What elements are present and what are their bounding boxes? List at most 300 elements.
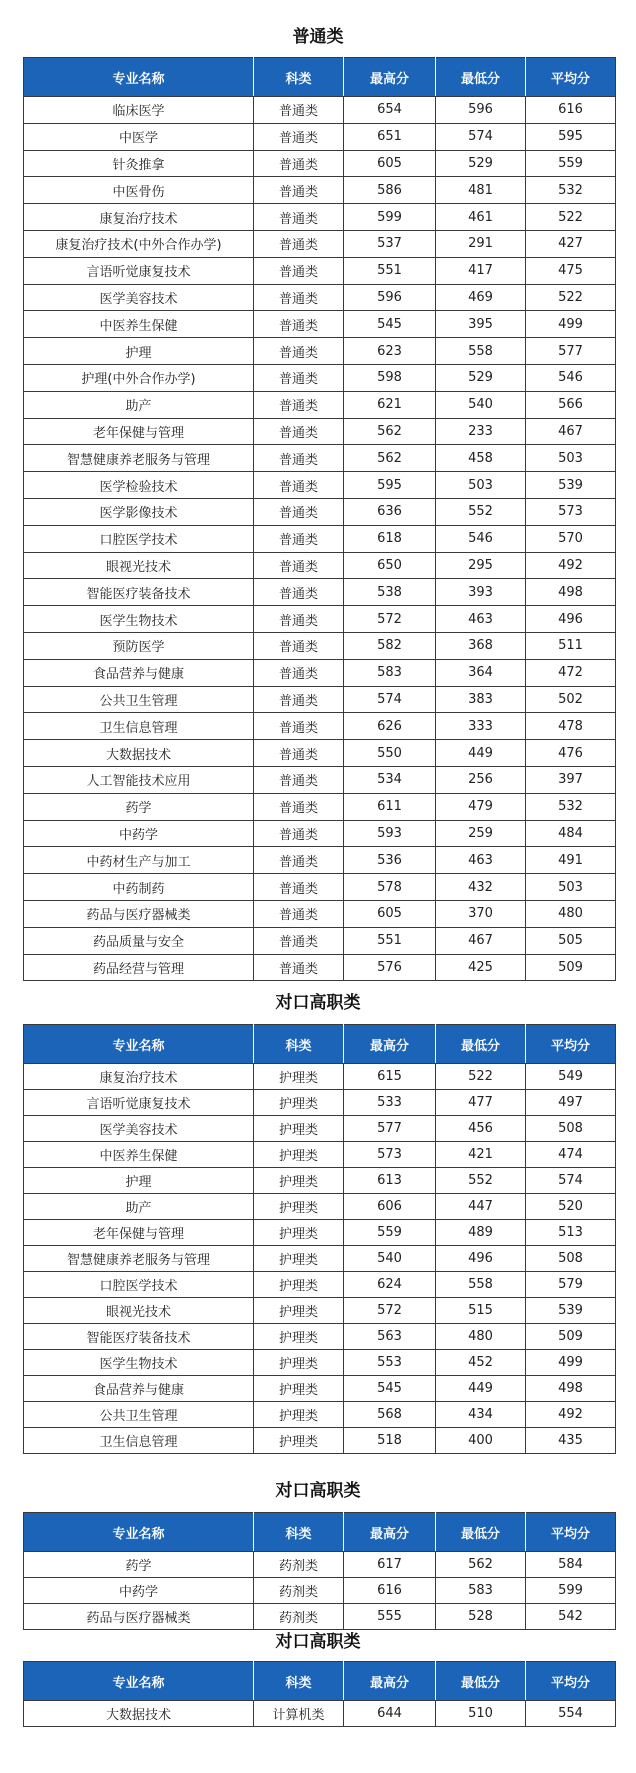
table-row bbox=[24, 311, 616, 338]
min-score-cell: 256 bbox=[436, 766, 526, 793]
avg-score-cell: 508 bbox=[526, 1116, 616, 1142]
min-score-cell: 522 bbox=[436, 1064, 526, 1090]
table-row bbox=[24, 1578, 616, 1604]
max-score-cell: 654 bbox=[344, 97, 436, 124]
min-score-cell: 449 bbox=[436, 1376, 526, 1402]
min-score-cell: 449 bbox=[436, 740, 526, 767]
category-cell: 普通类 bbox=[254, 793, 344, 820]
avg-score-cell: 499 bbox=[526, 1350, 616, 1376]
avg-score-cell: 509 bbox=[526, 954, 616, 981]
category-cell: 普通类 bbox=[254, 874, 344, 901]
avg-score-cell: 577 bbox=[526, 338, 616, 365]
avg-score-cell: 520 bbox=[526, 1194, 616, 1220]
table-row bbox=[24, 498, 616, 525]
avg-score-cell: 476 bbox=[526, 740, 616, 767]
major-name-cell: 智慧健康养老服务与管理 bbox=[24, 445, 254, 472]
header-avg-score: 平均分 bbox=[526, 58, 616, 97]
min-score-cell: 259 bbox=[436, 820, 526, 847]
avg-score-cell: 511 bbox=[526, 632, 616, 659]
min-score-cell: 552 bbox=[436, 1168, 526, 1194]
major-name-cell: 护理 bbox=[24, 1168, 254, 1194]
avg-score-cell: 546 bbox=[526, 364, 616, 391]
category-cell: 普通类 bbox=[254, 97, 344, 124]
min-score-cell: 596 bbox=[436, 97, 526, 124]
major-name-cell: 药品与医疗器械类 bbox=[24, 1604, 254, 1630]
min-score-cell: 558 bbox=[436, 1272, 526, 1298]
avg-score-cell: 475 bbox=[526, 257, 616, 284]
table-row bbox=[24, 1220, 616, 1246]
major-name-cell: 言语听觉康复技术 bbox=[24, 1090, 254, 1116]
avg-score-cell: 522 bbox=[526, 204, 616, 231]
avg-score-cell: 503 bbox=[526, 445, 616, 472]
score-table bbox=[23, 1512, 616, 1630]
max-score-cell: 618 bbox=[344, 525, 436, 552]
min-score-cell: 469 bbox=[436, 284, 526, 311]
min-score-cell: 480 bbox=[436, 1324, 526, 1350]
min-score-cell: 479 bbox=[436, 793, 526, 820]
table-row bbox=[24, 1298, 616, 1324]
max-score-cell: 623 bbox=[344, 338, 436, 365]
avg-score-cell: 503 bbox=[526, 874, 616, 901]
category-cell: 药剂类 bbox=[254, 1578, 344, 1604]
min-score-cell: 558 bbox=[436, 338, 526, 365]
avg-score-cell: 502 bbox=[526, 686, 616, 713]
header-avg-score: 平均分 bbox=[526, 1513, 616, 1552]
category-cell: 普通类 bbox=[254, 740, 344, 767]
min-score-cell: 467 bbox=[436, 927, 526, 954]
table-row bbox=[24, 820, 616, 847]
header-max-score: 最高分 bbox=[344, 58, 436, 97]
min-score-cell: 540 bbox=[436, 391, 526, 418]
min-score-cell: 417 bbox=[436, 257, 526, 284]
max-score-cell: 615 bbox=[344, 1064, 436, 1090]
avg-score-cell: 584 bbox=[526, 1552, 616, 1578]
max-score-cell: 596 bbox=[344, 284, 436, 311]
table-row bbox=[24, 1142, 616, 1168]
avg-score-cell: 397 bbox=[526, 766, 616, 793]
max-score-cell: 537 bbox=[344, 230, 436, 257]
table-row bbox=[24, 177, 616, 204]
category-cell: 护理类 bbox=[254, 1376, 344, 1402]
avg-score-cell: 542 bbox=[526, 1604, 616, 1630]
min-score-cell: 583 bbox=[436, 1578, 526, 1604]
max-score-cell: 598 bbox=[344, 364, 436, 391]
avg-score-cell: 474 bbox=[526, 1142, 616, 1168]
avg-score-cell: 549 bbox=[526, 1064, 616, 1090]
category-cell: 普通类 bbox=[254, 257, 344, 284]
table-row bbox=[24, 97, 616, 124]
header-avg-score: 平均分 bbox=[526, 1662, 616, 1701]
table-row bbox=[24, 338, 616, 365]
avg-score-cell: 472 bbox=[526, 659, 616, 686]
header-max-score: 最高分 bbox=[344, 1513, 436, 1552]
header-major-name: 专业名称 bbox=[24, 1662, 254, 1701]
min-score-cell: 546 bbox=[436, 525, 526, 552]
max-score-cell: 616 bbox=[344, 1578, 436, 1604]
max-score-cell: 553 bbox=[344, 1350, 436, 1376]
max-score-cell: 555 bbox=[344, 1604, 436, 1630]
category-cell: 护理类 bbox=[254, 1142, 344, 1168]
max-score-cell: 576 bbox=[344, 954, 436, 981]
max-score-cell: 573 bbox=[344, 1142, 436, 1168]
major-name-cell: 老年保健与管理 bbox=[24, 418, 254, 445]
max-score-cell: 551 bbox=[344, 257, 436, 284]
category-cell: 护理类 bbox=[254, 1168, 344, 1194]
min-score-cell: 461 bbox=[436, 204, 526, 231]
table-row bbox=[24, 1064, 616, 1090]
category-cell: 普通类 bbox=[254, 498, 344, 525]
category-cell: 普通类 bbox=[254, 900, 344, 927]
table-header-row bbox=[24, 1662, 616, 1701]
avg-score-cell: 570 bbox=[526, 525, 616, 552]
category-cell: 普通类 bbox=[254, 150, 344, 177]
min-score-cell: 481 bbox=[436, 177, 526, 204]
min-score-cell: 400 bbox=[436, 1428, 526, 1454]
min-score-cell: 574 bbox=[436, 123, 526, 150]
category-cell: 护理类 bbox=[254, 1350, 344, 1376]
category-cell: 普通类 bbox=[254, 820, 344, 847]
category-cell: 普通类 bbox=[254, 659, 344, 686]
table-row bbox=[24, 230, 616, 257]
major-name-cell: 医学影像技术 bbox=[24, 498, 254, 525]
max-score-cell: 582 bbox=[344, 632, 436, 659]
table-row bbox=[24, 284, 616, 311]
avg-score-cell: 508 bbox=[526, 1246, 616, 1272]
header-max-score: 最高分 bbox=[344, 1662, 436, 1701]
max-score-cell: 572 bbox=[344, 1298, 436, 1324]
major-name-cell: 中医学 bbox=[24, 123, 254, 150]
avg-score-cell: 435 bbox=[526, 1428, 616, 1454]
category-cell: 药剂类 bbox=[254, 1604, 344, 1630]
major-name-cell: 预防医学 bbox=[24, 632, 254, 659]
table-row bbox=[24, 472, 616, 499]
table-row bbox=[24, 766, 616, 793]
category-cell: 普通类 bbox=[254, 525, 344, 552]
table-row bbox=[24, 1552, 616, 1578]
table-row bbox=[24, 954, 616, 981]
header-major-name: 专业名称 bbox=[24, 1513, 254, 1552]
avg-score-cell: 509 bbox=[526, 1324, 616, 1350]
max-score-cell: 606 bbox=[344, 1194, 436, 1220]
major-name-cell: 公共卫生管理 bbox=[24, 1402, 254, 1428]
min-score-cell: 383 bbox=[436, 686, 526, 713]
major-name-cell: 康复治疗技术 bbox=[24, 204, 254, 231]
header-major-name: 专业名称 bbox=[24, 58, 254, 97]
table-row bbox=[24, 1604, 616, 1630]
major-name-cell: 人工智能技术应用 bbox=[24, 766, 254, 793]
max-score-cell: 540 bbox=[344, 1246, 436, 1272]
category-cell: 护理类 bbox=[254, 1090, 344, 1116]
table-row bbox=[24, 847, 616, 874]
table-header-row bbox=[24, 58, 616, 97]
min-score-cell: 368 bbox=[436, 632, 526, 659]
header-max-score: 最高分 bbox=[344, 1025, 436, 1064]
header-min-score: 最低分 bbox=[436, 1662, 526, 1701]
header-category: 科类 bbox=[254, 1513, 344, 1552]
max-score-cell: 613 bbox=[344, 1168, 436, 1194]
avg-score-cell: 539 bbox=[526, 1298, 616, 1324]
category-cell: 护理类 bbox=[254, 1324, 344, 1350]
min-score-cell: 456 bbox=[436, 1116, 526, 1142]
table-row bbox=[24, 1246, 616, 1272]
table-header-row bbox=[24, 1025, 616, 1064]
avg-score-cell: 498 bbox=[526, 1376, 616, 1402]
major-name-cell: 卫生信息管理 bbox=[24, 1428, 254, 1454]
major-name-cell: 公共卫生管理 bbox=[24, 686, 254, 713]
min-score-cell: 562 bbox=[436, 1552, 526, 1578]
header-avg-score: 平均分 bbox=[526, 1025, 616, 1064]
min-score-cell: 477 bbox=[436, 1090, 526, 1116]
major-name-cell: 药品质量与安全 bbox=[24, 927, 254, 954]
max-score-cell: 533 bbox=[344, 1090, 436, 1116]
min-score-cell: 529 bbox=[436, 150, 526, 177]
table-row bbox=[24, 740, 616, 767]
category-cell: 普通类 bbox=[254, 177, 344, 204]
max-score-cell: 651 bbox=[344, 123, 436, 150]
major-name-cell: 护理(中外合作办学) bbox=[24, 364, 254, 391]
category-cell: 护理类 bbox=[254, 1428, 344, 1454]
avg-score-cell: 573 bbox=[526, 498, 616, 525]
max-score-cell: 559 bbox=[344, 1220, 436, 1246]
category-cell: 普通类 bbox=[254, 391, 344, 418]
major-name-cell: 针灸推拿 bbox=[24, 150, 254, 177]
max-score-cell: 578 bbox=[344, 874, 436, 901]
max-score-cell: 545 bbox=[344, 311, 436, 338]
table-row bbox=[24, 1324, 616, 1350]
major-name-cell: 康复治疗技术(中外合作办学) bbox=[24, 230, 254, 257]
avg-score-cell: 492 bbox=[526, 1402, 616, 1428]
avg-score-cell: 505 bbox=[526, 927, 616, 954]
min-score-cell: 447 bbox=[436, 1194, 526, 1220]
major-name-cell: 中药制药 bbox=[24, 874, 254, 901]
category-cell: 普通类 bbox=[254, 204, 344, 231]
avg-score-cell: 539 bbox=[526, 472, 616, 499]
max-score-cell: 605 bbox=[344, 900, 436, 927]
major-name-cell: 食品营养与健康 bbox=[24, 659, 254, 686]
min-score-cell: 458 bbox=[436, 445, 526, 472]
major-name-cell: 医学生物技术 bbox=[24, 1350, 254, 1376]
max-score-cell: 593 bbox=[344, 820, 436, 847]
avg-score-cell: 616 bbox=[526, 97, 616, 124]
max-score-cell: 626 bbox=[344, 713, 436, 740]
min-score-cell: 364 bbox=[436, 659, 526, 686]
table-row bbox=[24, 1272, 616, 1298]
section-title: 普通类 bbox=[292, 27, 344, 47]
table-row bbox=[24, 659, 616, 686]
major-name-cell: 医学美容技术 bbox=[24, 1116, 254, 1142]
avg-score-cell: 497 bbox=[526, 1090, 616, 1116]
max-score-cell: 534 bbox=[344, 766, 436, 793]
max-score-cell: 577 bbox=[344, 1116, 436, 1142]
max-score-cell: 621 bbox=[344, 391, 436, 418]
major-name-cell: 口腔医学技术 bbox=[24, 525, 254, 552]
major-name-cell: 智能医疗装备技术 bbox=[24, 579, 254, 606]
avg-score-cell: 498 bbox=[526, 579, 616, 606]
table-row bbox=[24, 391, 616, 418]
category-cell: 普通类 bbox=[254, 579, 344, 606]
category-cell: 普通类 bbox=[254, 954, 344, 981]
header-min-score: 最低分 bbox=[436, 58, 526, 97]
table-row bbox=[24, 1194, 616, 1220]
min-score-cell: 395 bbox=[436, 311, 526, 338]
avg-score-cell: 574 bbox=[526, 1168, 616, 1194]
max-score-cell: 617 bbox=[344, 1552, 436, 1578]
score-table bbox=[23, 1661, 616, 1727]
avg-score-cell: 599 bbox=[526, 1578, 616, 1604]
max-score-cell: 599 bbox=[344, 204, 436, 231]
major-name-cell: 大数据技术 bbox=[24, 1701, 254, 1727]
max-score-cell: 536 bbox=[344, 847, 436, 874]
major-name-cell: 老年保健与管理 bbox=[24, 1220, 254, 1246]
table-row bbox=[24, 713, 616, 740]
table-row bbox=[24, 1116, 616, 1142]
major-name-cell: 智慧健康养老服务与管理 bbox=[24, 1246, 254, 1272]
table-row bbox=[24, 418, 616, 445]
max-score-cell: 518 bbox=[344, 1428, 436, 1454]
max-score-cell: 551 bbox=[344, 927, 436, 954]
major-name-cell: 药学 bbox=[24, 793, 254, 820]
table-row bbox=[24, 525, 616, 552]
max-score-cell: 636 bbox=[344, 498, 436, 525]
category-cell: 护理类 bbox=[254, 1402, 344, 1428]
header-min-score: 最低分 bbox=[436, 1513, 526, 1552]
category-cell: 护理类 bbox=[254, 1064, 344, 1090]
major-name-cell: 中医骨伤 bbox=[24, 177, 254, 204]
min-score-cell: 496 bbox=[436, 1246, 526, 1272]
avg-score-cell: 484 bbox=[526, 820, 616, 847]
major-name-cell: 言语听觉康复技术 bbox=[24, 257, 254, 284]
category-cell: 普通类 bbox=[254, 311, 344, 338]
category-cell: 护理类 bbox=[254, 1194, 344, 1220]
min-score-cell: 529 bbox=[436, 364, 526, 391]
major-name-cell: 医学生物技术 bbox=[24, 606, 254, 633]
avg-score-cell: 559 bbox=[526, 150, 616, 177]
major-name-cell: 药学 bbox=[24, 1552, 254, 1578]
major-name-cell: 中医养生保健 bbox=[24, 1142, 254, 1168]
avg-score-cell: 532 bbox=[526, 177, 616, 204]
max-score-cell: 572 bbox=[344, 606, 436, 633]
category-cell: 护理类 bbox=[254, 1298, 344, 1324]
header-category: 科类 bbox=[254, 1025, 344, 1064]
table-row bbox=[24, 793, 616, 820]
table-row bbox=[24, 123, 616, 150]
major-name-cell: 医学检验技术 bbox=[24, 472, 254, 499]
category-cell: 普通类 bbox=[254, 713, 344, 740]
table-row bbox=[24, 257, 616, 284]
table-row bbox=[24, 1402, 616, 1428]
category-cell: 普通类 bbox=[254, 284, 344, 311]
min-score-cell: 489 bbox=[436, 1220, 526, 1246]
major-name-cell: 卫生信息管理 bbox=[24, 713, 254, 740]
category-cell: 计算机类 bbox=[254, 1701, 344, 1727]
category-cell: 普通类 bbox=[254, 230, 344, 257]
major-name-cell: 药品经营与管理 bbox=[24, 954, 254, 981]
min-score-cell: 463 bbox=[436, 847, 526, 874]
table-row bbox=[24, 150, 616, 177]
category-cell: 普通类 bbox=[254, 552, 344, 579]
min-score-cell: 333 bbox=[436, 713, 526, 740]
max-score-cell: 611 bbox=[344, 793, 436, 820]
max-score-cell: 563 bbox=[344, 1324, 436, 1350]
category-cell: 普通类 bbox=[254, 338, 344, 365]
min-score-cell: 291 bbox=[436, 230, 526, 257]
min-score-cell: 393 bbox=[436, 579, 526, 606]
header-major-name: 专业名称 bbox=[24, 1025, 254, 1064]
max-score-cell: 644 bbox=[344, 1701, 436, 1727]
min-score-cell: 432 bbox=[436, 874, 526, 901]
category-cell: 护理类 bbox=[254, 1220, 344, 1246]
max-score-cell: 545 bbox=[344, 1376, 436, 1402]
min-score-cell: 452 bbox=[436, 1350, 526, 1376]
avg-score-cell: 513 bbox=[526, 1220, 616, 1246]
min-score-cell: 425 bbox=[436, 954, 526, 981]
table-row bbox=[24, 1350, 616, 1376]
major-name-cell: 眼视光技术 bbox=[24, 1298, 254, 1324]
table-header-row bbox=[24, 1513, 616, 1552]
score-table bbox=[23, 1024, 616, 1454]
major-name-cell: 护理 bbox=[24, 338, 254, 365]
major-name-cell: 口腔医学技术 bbox=[24, 1272, 254, 1298]
major-name-cell: 中医养生保健 bbox=[24, 311, 254, 338]
max-score-cell: 562 bbox=[344, 418, 436, 445]
min-score-cell: 528 bbox=[436, 1604, 526, 1630]
avg-score-cell: 566 bbox=[526, 391, 616, 418]
avg-score-cell: 554 bbox=[526, 1701, 616, 1727]
avg-score-cell: 480 bbox=[526, 900, 616, 927]
section-title: 对口高职类 bbox=[275, 993, 361, 1013]
category-cell: 护理类 bbox=[254, 1246, 344, 1272]
category-cell: 护理类 bbox=[254, 1272, 344, 1298]
max-score-cell: 605 bbox=[344, 150, 436, 177]
major-name-cell: 中药学 bbox=[24, 820, 254, 847]
major-name-cell: 助产 bbox=[24, 1194, 254, 1220]
score-table bbox=[23, 57, 616, 981]
category-cell: 普通类 bbox=[254, 364, 344, 391]
max-score-cell: 538 bbox=[344, 579, 436, 606]
category-cell: 药剂类 bbox=[254, 1552, 344, 1578]
max-score-cell: 586 bbox=[344, 177, 436, 204]
max-score-cell: 595 bbox=[344, 472, 436, 499]
section-title: 对口高职类 bbox=[275, 1481, 361, 1501]
major-name-cell: 智能医疗装备技术 bbox=[24, 1324, 254, 1350]
table-row bbox=[24, 1376, 616, 1402]
max-score-cell: 550 bbox=[344, 740, 436, 767]
avg-score-cell: 499 bbox=[526, 311, 616, 338]
min-score-cell: 295 bbox=[436, 552, 526, 579]
table-row bbox=[24, 579, 616, 606]
table-row bbox=[24, 632, 616, 659]
section-title: 对口高职类 bbox=[275, 1632, 361, 1652]
header-min-score: 最低分 bbox=[436, 1025, 526, 1064]
table-row bbox=[24, 445, 616, 472]
major-name-cell: 药品与医疗器械类 bbox=[24, 900, 254, 927]
min-score-cell: 434 bbox=[436, 1402, 526, 1428]
avg-score-cell: 522 bbox=[526, 284, 616, 311]
category-cell: 普通类 bbox=[254, 472, 344, 499]
table-row bbox=[24, 686, 616, 713]
category-cell: 普通类 bbox=[254, 927, 344, 954]
category-cell: 普通类 bbox=[254, 606, 344, 633]
min-score-cell: 233 bbox=[436, 418, 526, 445]
table-row bbox=[24, 552, 616, 579]
min-score-cell: 510 bbox=[436, 1701, 526, 1727]
table-row bbox=[24, 364, 616, 391]
category-cell: 普通类 bbox=[254, 445, 344, 472]
avg-score-cell: 532 bbox=[526, 793, 616, 820]
major-name-cell: 医学美容技术 bbox=[24, 284, 254, 311]
avg-score-cell: 427 bbox=[526, 230, 616, 257]
category-cell: 普通类 bbox=[254, 418, 344, 445]
